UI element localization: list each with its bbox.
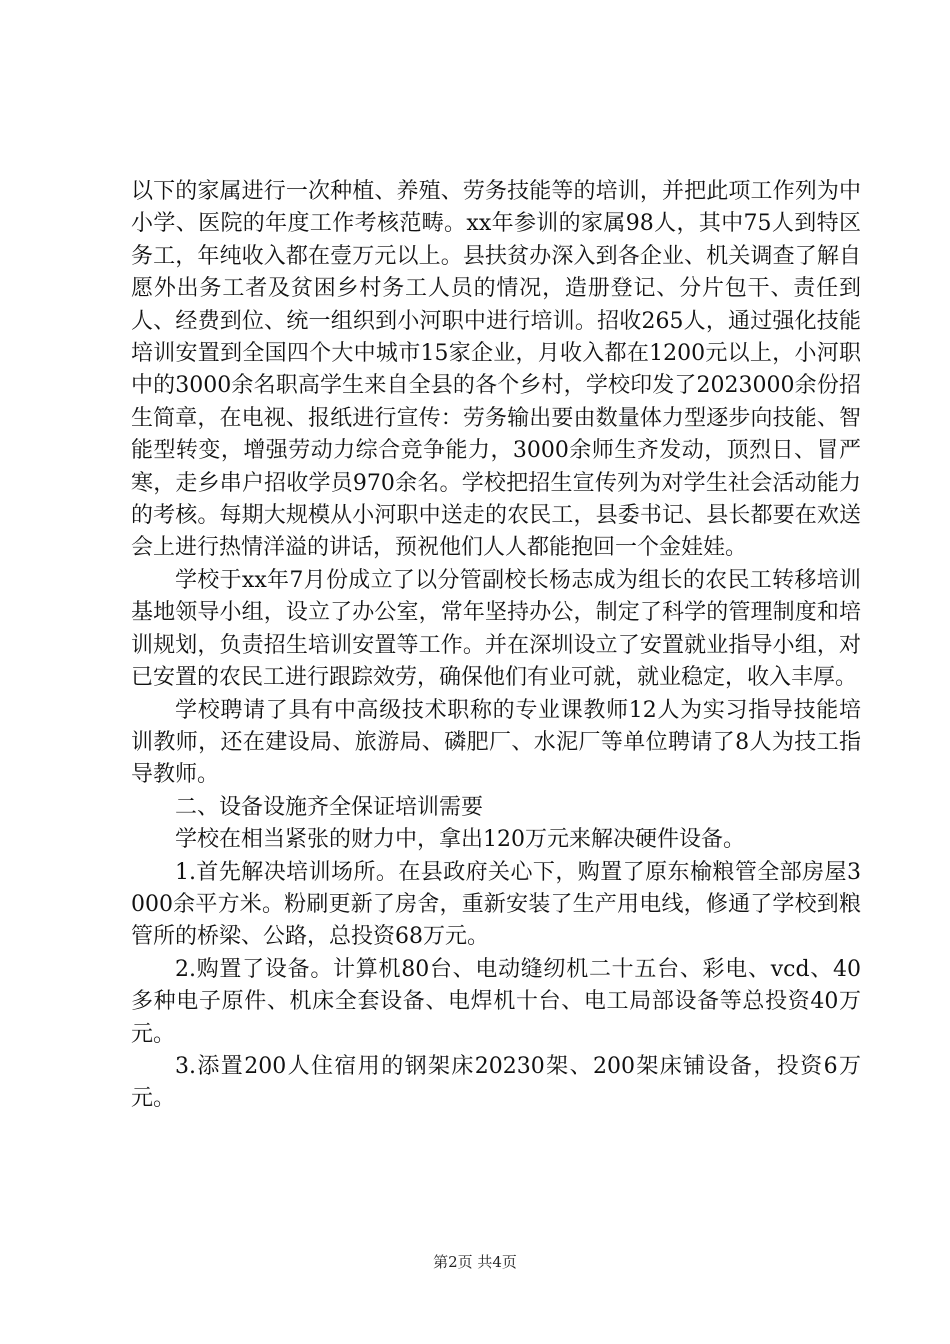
paragraph-teachers: 学校聘请了具有中高级技术职称的专业课教师12人为实习指导技能培训教师，还在建设局、旅游局、磷肥厂、水泥厂等单位聘请了8人为技工指导教师。: [131, 697, 861, 788]
paragraph-leadership-group: 学校于xx年7月份成立了以分管副校长杨志成为组长的农民工转移培训基地领导小组，设立了办公室，常年坚持办公，制定了科学的管理制度和培训规划，负责招生培训安置等工作。并在深圳设立了安置就业指导小组，对已安置的农民工进行跟踪效劳，确保他们有业可就，就业稳定，收入丰厚。: [131, 567, 861, 691]
paragraph-funding: 学校在相当紧张的财力中，拿出120万元来解决硬件设备。: [175, 827, 745, 853]
document-body: [131, 176, 861, 1116]
page-number-footer: 第2页 共4页: [433, 1253, 517, 1271]
paragraph-continued: 以下的家属进行一次种植、养殖、劳务技能等的培训，并把此项工作列为中小学、医院的年度工作考核范畴。xx年参训的家属98人，其中75人到特区务工，年纯收入都在壹万元以上。县扶贫办深入到各企业、机关调查了解自愿外出务工者及贫困乡村务工人员的情况，造册登记、分片包干、责任到人、经费到位、统一组织到小河职中进行培训。招收265人，通过强化技能培训安置到全国四个大中城市15家企业，月收入都在1200元以上，小河职中的3000余名职高学生来自全县的各个乡村，学校印发了2023000余份招生简章，在电视、报纸进行宣传：劳务输出要由数量体力型逐步向技能、智能型转变，增强劳动力综合竞争能力，3000余师生齐发动，顶烈日、冒严寒，走乡串户招收学员970余名。学校把招生宣传列为对学生社会活动能力的考核。每期大规模从小河职中送走的农民工，县委书记、县长都要在欢送会上进行热情洋溢的讲话，预祝他们人人都能抱回一个金娃娃。: [131, 179, 861, 561]
list-item-equipment: 2.购置了设备。计算机80台、电动缝纫机二十五台、彩电、vcd、40多种电子原件、机床全套设备、电焊机十台、电工局部设备等总投资40万元。: [131, 956, 861, 1047]
list-item-dormitory: 3.添置200人住宿用的钢架床20230架、200架床铺设备，投资6万元。: [131, 1053, 861, 1112]
section-heading-equipment: 二、设备设施齐全保证培训需要: [175, 794, 484, 820]
list-item-training-site: 1.首先解决培训场所。在县政府关心下，购置了原东榆粮管全部房屋3000余平方米。粉刷更新了房舍，重新安装了生产用电线，修通了学校到粮管所的桥梁、公路，总投资68万元。: [131, 859, 861, 950]
